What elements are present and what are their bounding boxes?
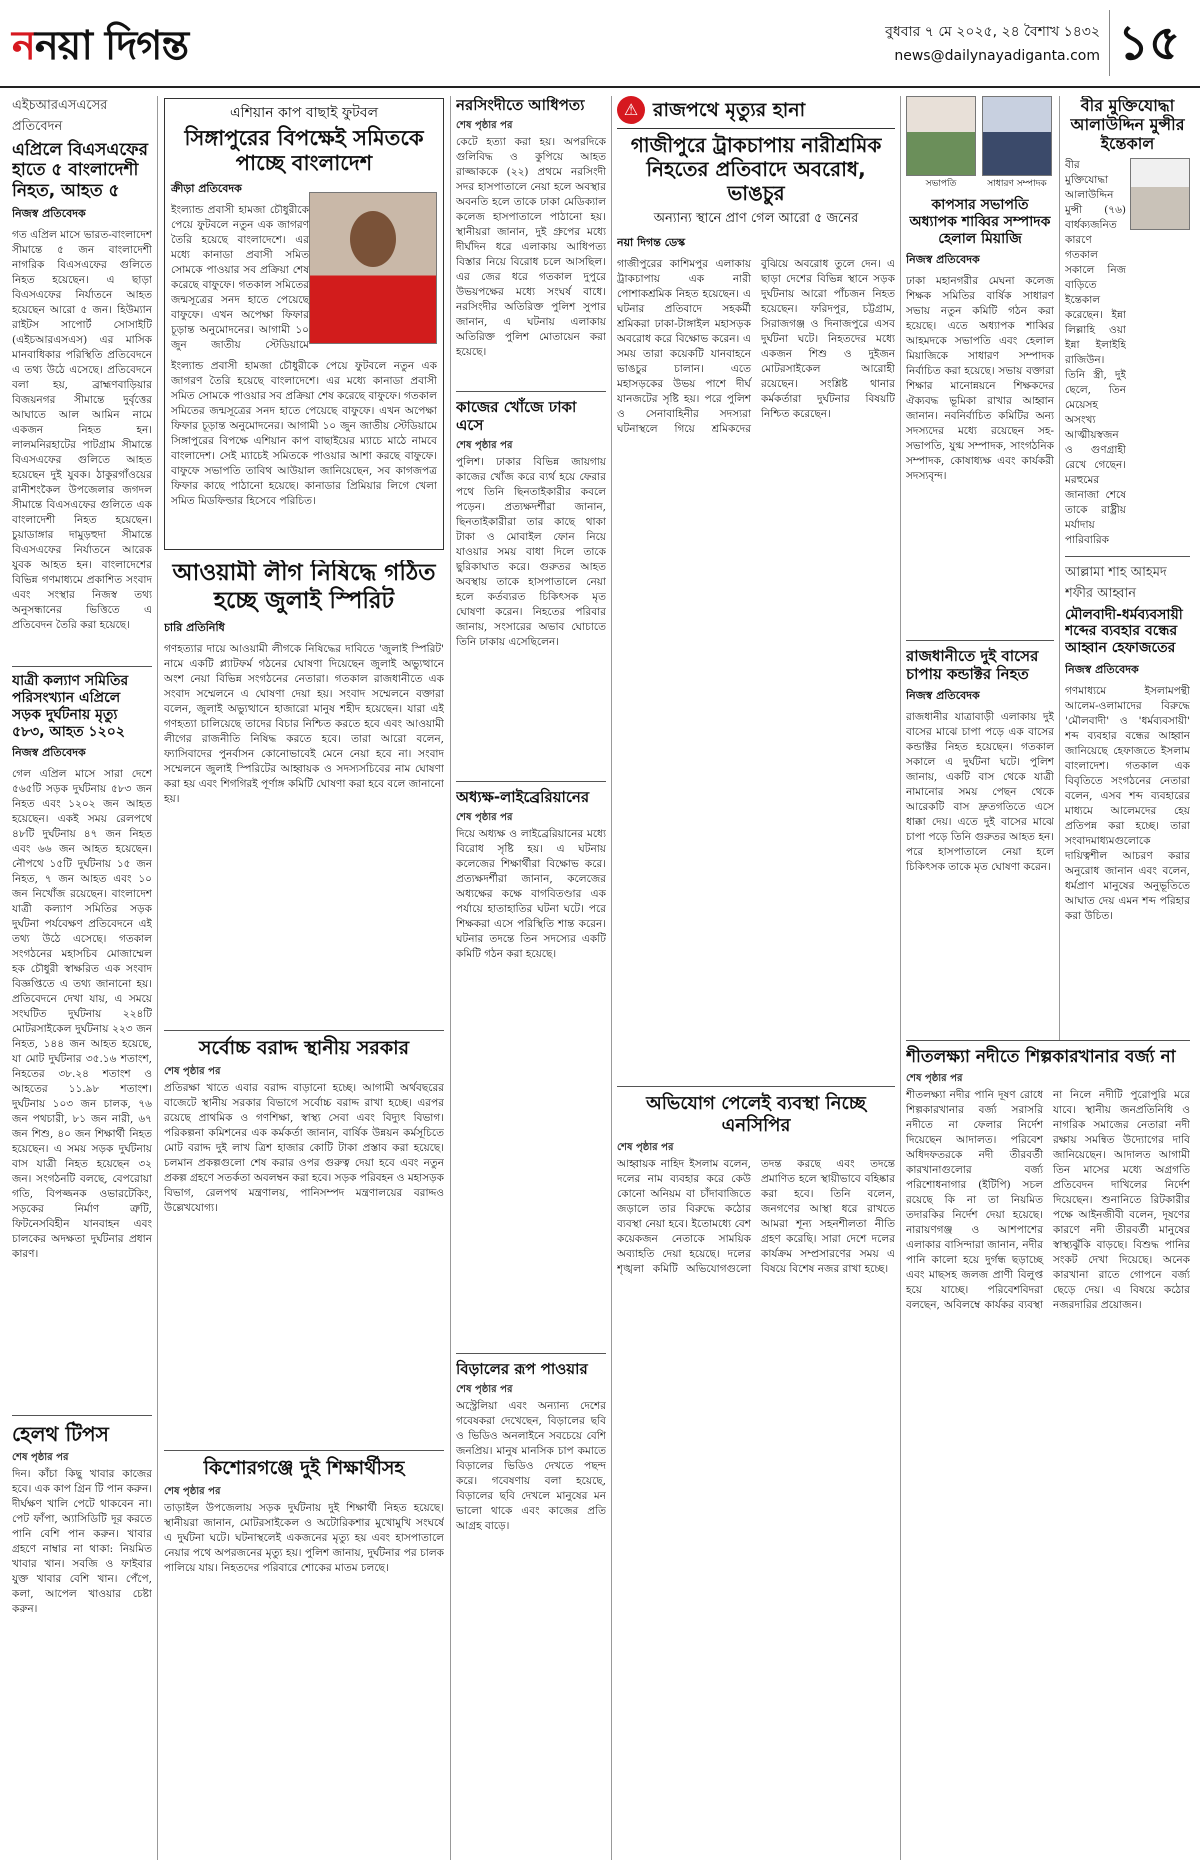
column-divider — [157, 96, 158, 1860]
story-headline: মৌলবাদী-ধর্মব্যবসায়ী শব্দের ব্যবহার বন্ধের আহ্বান হেফাজতের — [1065, 606, 1183, 657]
banner — [617, 96, 895, 129]
photo-caption: সভাপতি — [925, 179, 957, 189]
continued-label: শেষ পৃষ্ঠার পর — [164, 1065, 221, 1077]
story-body: পুলিশ। ঢাকার বিভিন্ন জায়গায় কাজের খোঁজ করে ব্যর্থ হয়ে ফেরার পথে তিনি ছিনতাইকারীর কবলে পড়েন। প্রত্যক্ষদর্শীরা জানান, ছিনতাইকারীরা তার কাছে থাকা টাকা ও মোবাইল ফোন নিয়ে যাওয়ার সময় বাধা দিলে তাকে ছুরিকাঘাত করে। গুরুতর আহত অবস্থায় তাকে হাসপাতালে নেয়া হলে কর্তব্যরত চিকিৎসক মৃত ঘোষণা করেন। নিহতের পরিবার জানায়, সংসারের অভাব ঘোচাতে তিনি ঢাকায় এসেছিলেন। — [456, 456, 606, 648]
byline: নিজস্ব প্রতিবেদক — [906, 253, 980, 267]
president-photo-block — [906, 96, 976, 191]
accident-icon: ⚠ — [617, 96, 645, 124]
issue-date: বুধবার ৭ মে ২০২৫, ২৪ বৈশাখ ১৪৩২ — [885, 24, 1100, 40]
story-headline: রাজধানীতে দুই বাসের চাপায় কন্ডাক্টর নিহত — [906, 647, 1039, 684]
story-headline: যাত্রী কল্যাণ সমিতির পরিসংখ্যান এপ্রিলে সড়ক দুর্ঘটনায় মৃত্যু ৫৮৩, আহত ১২০২ — [12, 673, 129, 740]
byline: নিজস্ব প্রতিবেদক — [906, 689, 980, 703]
page-number: ১৫ — [1109, 10, 1188, 76]
photo-caption: সাধারণ সম্পাদক — [987, 179, 1047, 189]
story-subhead: অন্যান্য স্থানে প্রাণ গেল আরো ৫ জনের — [653, 211, 859, 226]
secretary-photo-block — [982, 96, 1052, 191]
shitalakshya-story — [906, 1040, 1190, 1860]
story-headline: আওয়ামী লীগ নিষিদ্ধে গঠিত হচ্ছে জুলাই স্পিরিট — [172, 560, 436, 614]
banner-title: রাজপথে মৃত্যুর হানা — [653, 98, 806, 121]
story-body: আহ্বায়ক নাহিদ ইসলাম বলেন, দলের নাম ব্যবহার করে কেউ কোনো অনিয়ম বা চাঁদাবাজিতে জড়ালে তার বিরুদ্ধে কঠোর ব্যবস্থা নেয়া হবে। ইতোমধ্যে বেশ কয়েকজন নেতাকে সাময়িক অব্যাহতি দেয়া হয়েছে। দলের শৃঙ্খলা কমিটি অভিযোগগুলো তদন্ত করছে এবং তদন্তে প্রমাণিত হলে স্থায়ীভাবে বহিষ্কার করা হবে। তিনি বলেন, জনগণের আস্থা ধরে রাখতে আমরা শূন্য সহনশীলতা নীতি গ্রহণ করেছি। সারা দেশে দলের কার্যক্রম সম্প্রসারণের সময় এ বিষয়ে বিশেষ নজর রাখা হচ্ছে। — [617, 1158, 895, 1276]
story-body: গত এপ্রিল মাসে ভারত-বাংলাদেশ সীমান্তে ৫ জন বাংলাদেশী নাগরিক বিএসএফের গুলিতে নিহত হয়েছেন। এ ছাড়া বিএসএফের নির্যাতনে আহত হয়েছেন আরো ৫ জন। হিউম্যান রাইটস সাপোর্ট সোসাইটি (এইচআরএসএস) এর মাসিক মানবাধিকার পরিস্থিতি প্রতিবেদনে এ তথ্য উঠে এসেছে। প্রতিবেদনে বলা হয়, ব্রাহ্মণবাড়িয়ার বিজয়নগর সীমান্তে দুর্বৃত্তের আঘাতে আল আমিন নামে একজন নিহত হন। লালমনিরহাটের পাটগ্রাম সীমান্তে বিএসএফের গুলিতে আহত হয়েছেন দুই যুবক। ঠাকুরগাঁওয়ের রানীশংকৈল উপজেলার জগদল সীমান্তে বিএসএফের গুলিতে এক বাংলাদেশী নিহত হয়েছেন। চুয়াডাঙ্গার দামুড়হুদা সীমান্তে বিএসএফের নির্যাতনে আরেক যুবক আহত হন। বাংলাদেশের বিভিন্ন গণমাধ্যমে প্রকাশিত সংবাদ এবং সংস্থার নিজস্ব তথ্য অনুসন্ধানের ভিত্তিতে এ প্রতিবেদন তৈরি করা হয়েছে। — [12, 229, 152, 632]
contact-email: news@dailynayadiganta.com — [894, 48, 1100, 64]
story-body: গণহত্যার দায়ে আওয়ামী লীগকে নিষিদ্ধের দাবিতে 'জুলাই স্পিরিট' নামে একটি প্ল্যাটফর্ম গঠনের ঘোষণা দিয়েছেন জুলাই অভ্যুত্থানে অংশ নেয়া বিভিন্ন সংগঠনের নেতারা। গতকাল রাজধানীতে এক সংবাদ সম্মেলনে এ ঘোষণা দেয়া হয়। সংবাদ সম্মেলনে বক্তারা বলেন, জুলাই অভ্যুত্থানে হাজারো মানুষ শহীদ হয়েছেন। যারা এই গণহত্যা চালিয়েছে তাদের বিচার নিশ্চিত করতে হবে এবং আওয়ামী লীগের রাজনীতি নিষিদ্ধ করতে হবে। তারা আরো বলেন, ফ্যাসিবাদের পুনর্বাসন কোনোভাবেই মেনে নেয়া হবে না। সংবাদ সম্মেলনে জুলাই স্পিরিটের আহ্বায়ক ও সদস্যসচিবের নাম ঘোষণা করা হয় এবং শিগগিরই পূর্ণাঙ্গ কমিটি ঘোষণা করা হবে বলে জানানো হয়। — [164, 643, 444, 806]
story-body: গণমাধ্যমে ইসলামপন্থী আলেম-ওলামাদের বিরুদ্ধে 'মৌলবাদী' ও 'ধর্মব্যবসায়ী' শব্দ ব্যবহার বন্ধের আহ্বান জানিয়েছে হেফাজতে ইসলাম বাংলাদেশ। গতকাল এক বিবৃতিতে সংগঠনের নেতারা বলেন, এসব শব্দ ব্যবহারের মাধ্যমে আলেমদের হেয় প্রতিপন্ন করা হচ্ছে। তারা সংবাদমাধ্যমগুলোকে দায়িত্বশীল আচরণ করার অনুরোধ জানান এবং বলেন, ধর্মপ্রাণ মানুষের অনুভূতিতে আঘাত দেয় এমন শব্দ পরিহার করা উচিত। — [1065, 684, 1190, 922]
continued-label: শেষ পৃষ্ঠার পর — [906, 1073, 963, 1085]
story-headline: কাজের খোঁজে ঢাকা এসে — [456, 398, 577, 434]
president-photo — [906, 96, 976, 176]
box-body: ইংল্যান্ড প্রবাসী হামজা চৌধুরীকে পেয়ে ফুটবলে নতুন এক জাগরণ তৈরি হয়েছে বাংলাদেশে। এর মধ্যে কানাডা প্রবাসী সমিত সোমকে পাওয়ার সব প্রক্রিয়া শেষ করেছে বাফুফে। গতকাল সমিতের জন্মসূত্রের সনদ হাতে পেয়েছে বাফুফে। এখন অপেক্ষা ফিফার চূড়ান্ত অনুমোদনের। আগামী ১০ জুন জাতীয় স্টেডিয়ামে সিঙ্গাপুরের বিপক্ষে এশিয়ান কাপ বাছাইয়ের ম্যাচে মাঠে নামবে বাংলাদেশ। সেই ম্যাচেই সমিতকে পাওয়ার আশা করছে বাফুফে। বাফুফে সভাপতি তাবিথ আউয়াল জানিয়েছেন, সব কাগজপত্র ফিফার কাছে পাঠানো হয়েছে। কানাডার প্রিমিয়ার লিগে খেলা সমিত মিডফিল্ডার হিসেবে পরিচিত। — [171, 360, 437, 508]
budget-story — [164, 1030, 444, 1440]
box-body-top: ইংল্যান্ড প্রবাসী হামজা চৌধুরীকে পেয়ে ফুটবলে নতুন এক জাগরণ তৈরি হয়েছে বাংলাদেশে। এর মধ্যে কানাডা প্রবাসী সমিত সোমকে পাওয়ার সব প্রক্রিয়া শেষ করেছে বাফুফে। গতকাল সমিতের জন্মসূত্রের সনদ হাতে পেয়েছে বাফুফে। এখন অপেক্ষা ফিফার চূড়ান্ত অনুমোদনের। আগামী ১০ জুন জাতীয় স্টেডিয়ামে — [171, 204, 309, 352]
byline: নিজস্ব প্রতিবেদক — [12, 207, 86, 221]
story-body: শীতলক্ষ্যা নদীর পানি দূষণ রোধে শিল্পকারখানার বর্জ্য সরাসরি নদীতে না ফেলার নির্দেশ দিয়েছেন আদালত। পরিবেশ অধিদফতরকে নদী তীরবর্তী কারখানাগুলোর বর্জ্য পরিশোধনাগার (ইটিপি) সচল রয়েছে কি না তা নিয়মিত তদারকির নির্দেশ দেয়া হয়েছে। নারায়ণগঞ্জ ও আশপাশের এলাকার বাসিন্দারা জানান, নদীর পানি কালো হয়ে দুর্গন্ধ ছড়াচ্ছে এবং মাছসহ জলজ প্রাণী বিলুপ্ত হয়ে যাচ্ছে। পরিবেশবিদরা বলছেন, অবিলম্বে কার্যকর ব্যবস্থা না নিলে নদীটি পুরোপুরি মরে যাবে। স্থানীয় জনপ্রতিনিধি ও নাগরিক সমাজের নেতারা নদী রক্ষায় সমন্বিত উদ্যোগের দাবি জানিয়েছেন। আদালত আগামী তিন মাসের মধ্যে অগ্রগতি প্রতিবেদন দাখিলের নির্দেশ দিয়েছেন। শুনানিতে রিটকারীর পক্ষে আইনজীবী বলেন, দূষণের কারণে নদী তীরবর্তী মানুষের স্বাস্থ্যঝুঁকি বাড়ছে। বিশুদ্ধ পানির সংকট দেখা দিয়েছে। অনেক কারখানা রাতে গোপনে বর্জ্য ছেড়ে দেয়। এ বিষয়ে কঠোর নজরদারির প্রয়োজন। — [906, 1089, 1190, 1312]
continued-label: শেষ পৃষ্ঠার পর — [456, 1384, 513, 1395]
column-divider — [450, 96, 451, 1860]
story-headline: সর্বোচ্চ বরাদ্দ স্থানীয় সরকার — [198, 1037, 410, 1059]
story-body: তাড়াইল উপজেলায় সড়ক দুর্ঘটনায় দুই শিক্ষার্থী নিহত হয়েছে। স্থানীয়রা জানান, মোটরসাইকেল ও অটোরিকশার মুখোমুখি সংঘর্ষে এ দুর্ঘটনা ঘটে। ঘটনাস্থলেই একজনের মৃত্যু হয় এবং হাসপাতালে নেয়ার পথে অপরজনের মৃত্যু হয়। পুলিশ জানায়, দুর্ঘটনার পর চালক পালিয়ে যায়। নিহতদের পরিবারে শোকের মাতম চলছে। — [164, 1501, 444, 1574]
gazipur-story — [617, 96, 895, 1076]
story-headline: কিশোরগঞ্জে দুই শিক্ষার্থীসহ — [203, 1457, 405, 1479]
story-body: গেল এপ্রিল মাসে সারা দেশে ৫৬৫টি সড়ক দুর্ঘটনায় ৫৮৩ জন নিহত এবং ১২০২ জন আহত হয়েছেন। একই সময় রেলপথে ৪৮টি দুর্ঘটনায় ৪৭ জন নিহত এবং ৬৬ জন আহত হয়েছেন। নৌপথে ১৫টি দুর্ঘটনায় ১৫ জন নিহত, ৭ জন আহত এবং ১০ জন নিখোঁজ রয়েছেন। বাংলাদেশ যাত্রী কল্যাণ সমিতির সড়ক দুর্ঘটনা পর্যবেক্ষণ প্রতিবেদনে এই তথ্য উঠে এসেছে। গতকাল সংগঠনের মহাসচিব মোজাম্মেল হক চৌধুরী স্বাক্ষরিত এক সংবাদ বিজ্ঞপ্তিতে এ তথ্য জানানো হয়। প্রতিবেদনে দেখা যায়, এ সময়ে সংঘটিত দুর্ঘটনায় ২২৪টি মোটরসাইকেল দুর্ঘটনায় ২২৩ জন নিহত, ১৪৪ জন আহত হয়েছে, যা মোট দুর্ঘটনার ৩৫.১৬ শতাংশ, নিহতের ৩৮.২৪ শতাংশ ও আহতের ১১.৯৮ শতাংশ। দুর্ঘটনায় ১০৩ জন চালক, ৭৬ জন পথচারী, ৮১ জন নারী, ৬৭ জন শিশু, ৪০ জন শিক্ষার্থী নিহত হয়েছেন। এ সময় সড়ক দুর্ঘটনায় বাস যাত্রী নিহত হয়েছেন ৩২ জন। সংগঠনটি বলছে, বেপরোয়া গতি, বিপজ্জনক ওভারটেকিং, সড়কের নির্মাণ ত্রুটি, ফিটনেসবিহীন যানবাহন এবং চালকের অদক্ষতা দুর্ঘটনার প্রধান কারণ। — [12, 768, 152, 1261]
story-headline: অভিযোগ পেলেই ব্যবস্থা নিচ্ছে এনসিপির — [646, 1093, 866, 1136]
ncp-story — [617, 1086, 895, 1860]
continued-label: শেষ পৃষ্ঠার পর — [456, 440, 513, 451]
left-column — [12, 96, 152, 1860]
column-divider — [900, 96, 901, 1860]
player-face-shape — [350, 211, 396, 267]
byline: নয়া দিগন্ত ডেস্ক — [617, 236, 686, 249]
story-headline: হেলথ টিপস — [12, 1422, 109, 1447]
story-headline: কাপসার সভাপতি অধ্যাপক শাব্বির সম্পাদক হেলাল মিয়াজি — [909, 197, 1051, 247]
story-body: কেটে হত্যা করা হয়। অপরদিকে গুলিবিদ্ধ ও কুপিয়ে আহত রাজ্জাককে (২২) প্রথমে নরসিংদী সদর হাসপাতালে নেয়া হলে অবস্থার অবনতি হলে তাকে ঢাকা মেডিক্যাল কলেজ হাসপাতালে পাঠানো হয়। স্থানীয়রা জানান, দুই গ্রুপের মধ্যে দীর্ঘদিন ধরে এলাকায় আধিপত্য বিস্তার নিয়ে বিরোধ চলে আসছিল। এর জের ধরে গতকাল দুপুরে উভয়পক্ষের মধ্যে সংঘর্ষ বাধে। নরসিংদীর অতিরিক্ত পুলিশ সুপার জানান, এ ঘটনায় এলাকায় অতিরিক্ত পুলিশ মোতায়েন করা হয়েছে। — [456, 136, 606, 358]
continued-label: শেষ পৃষ্ঠার পর — [456, 120, 513, 131]
column-divider — [611, 96, 612, 1860]
story-body: প্রতিরক্ষা খাতে এবার বরাদ্দ বাড়ানো হচ্ছে। আগামী অর্থবছরের বাজেটে স্থানীয় সরকার বিভাগে সর্বোচ্চ বরাদ্দ রাখা হচ্ছে। এরপর রয়েছে প্রাথমিক ও গণশিক্ষা, স্বাস্থ্য সেবা এবং বিদ্যুৎ বিভাগ। পরিকল্পনা কমিশনের এক কর্মকর্তা জানান, বার্ষিক উন্নয়ন কর্মসূচিতে মোট বরাদ্দ দুই লাখ ত্রিশ হাজার কোটি টাকা প্রস্তাব করা হয়েছে। চলমান প্রকল্পগুলো শেষ করার ওপর গুরুত্ব দেয়া হবে এবং নতুন প্রকল্প গ্রহণে সতর্কতা অবলম্বন করা হবে। সড়ক পরিবহন ও মহাসড়ক বিভাগ, রেলপথ মন্ত্রণালয়, পানিসম্পদ মন্ত্রণালয়ের বরাদ্দও উল্লেখযোগ্য। — [164, 1081, 444, 1214]
column-three — [456, 96, 606, 1860]
story-headline: অধ্যক্ষ-লাইব্রেরিয়ানের — [456, 788, 590, 806]
player-photo — [309, 192, 437, 344]
story-body: দিয়ে অধ্যক্ষ ও লাইব্রেরিয়ানের মধ্যে বিরোধ সৃষ্টি হয়। এ ঘটনায় কলেজের শিক্ষার্থীরা বিক্ষোভ করে। প্রত্যক্ষদর্শীরা জানান, কলেজের অধ্যক্ষের কক্ষে বাগবিতণ্ডার এক পর্যায়ে হাতাহাতির ঘটনা ঘটে। পরে শিক্ষকরা এসে পরিস্থিতি শান্ত করেন। ঘটনার তদন্তে তিন সদস্যের একটি কমিটি গঠন করা হয়েছে। — [456, 828, 606, 960]
story-headline: শীতলক্ষ্যা নদীতে শিল্পকারখানার বর্জ্য না — [906, 1047, 1176, 1067]
dateline — [885, 20, 1100, 68]
story-kicker: এইচআরএসএসের প্রতিবেদন — [12, 98, 108, 134]
story-headline: এপ্রিলে বিএসএফের হাতে ৫ বাংলাদেশী নিহত, আহত ৫ — [12, 140, 148, 201]
continued-label: শেষ পৃষ্ঠার পর — [164, 1485, 221, 1497]
obituary-photo — [1130, 158, 1190, 230]
story-body: বীর মুক্তিযোদ্ধা আলাউদ্দিন মুন্সী (৭৬) বার্ধক্যজনিত কারণে গতকাল সকালে নিজ বাড়িতে ইন্তেকাল করেছেন। ইন্না লিল্লাহি ওয়া ইন্না ইলাইহি রাজিউন। তিনি স্ত্রী, দুই ছেলে, তিন মেয়েসহ অসংখ্য আত্মীয়স্বজন ও গুণগ্রাহী রেখে গেছেন। মরহুমের জানাজা শেষে তাকে রাষ্ট্রীয় মর্যাদায় পারিবারিক — [1065, 158, 1126, 546]
byline: ক্রীড়া প্রতিবেদক — [171, 182, 242, 196]
story-body: অস্ট্রেলিয়া এবং অন্যান্য দেশের গবেষকরা দেখেছেন, বিড়ালের ছবি ও ভিডিও অনলাইনে সবচেয়ে বেশি জনপ্রিয়। মানুষ মানসিক চাপ কমাতে বিড়ালের ভিডিও দেখতে পছন্দ করে। গবেষণায় বলা হয়েছে, বিড়ালের ছবি দেখলে মানুষের মন ভালো থাকে এবং কাজের প্রতি আগ্রহ বাড়ে। — [456, 1400, 606, 1532]
continued-label: শেষ পৃষ্ঠার পর — [456, 812, 513, 823]
story-body: ঢাকা মহানগরীর মেঘনা কলেজ শিক্ষক সমিতির বার্ষিক সাধারণ সভায় নতুন কমিটি গঠন করা হয়েছে। এতে অধ্যাপক শাব্বির আহমদকে সভাপতি এবং হেলাল মিয়াজিকে সাধারণ সম্পাদক নির্বাচিত করা হয়েছে। সভায় বক্তারা শিক্ষার মানোন্নয়নে শিক্ষকদের ঐক্যবদ্ধ ভূমিকা রাখার আহ্বান জানান। নবনির্বাচিত কমিটির অন্য সদস্যদের মধ্যে রয়েছেন সহ-সভাপতি, যুগ্ম সম্পাদক, সাংগঠনিক সম্পাদক, কোষাধ্যক্ষ এবং কার্যকরী সদস্যবৃন্দ। — [906, 275, 1054, 483]
sports-box — [164, 98, 444, 550]
secretary-photo — [982, 96, 1052, 176]
story-kicker: আল্লামা শাহ আহমদ শফীর আহ্বান — [1065, 564, 1167, 601]
story-headline: বিড়ালের রূপ পাওয়ার — [456, 1360, 588, 1378]
box-headline: সিঙ্গাপুরের বিপক্ষেই সমিতকে পাচ্ছে বাংলাদেশ — [184, 125, 424, 175]
box-kicker: এশিয়ান কাপ বাছাই ফুটবল — [229, 105, 379, 121]
newspaper-logo: ননয়া দিগন্ত — [12, 23, 189, 69]
awami-league-story — [164, 560, 444, 1020]
photo-pair — [906, 96, 1054, 191]
story-headline: নরসিংদীতে আধিপত্য — [456, 96, 585, 114]
kishoreganj-story — [164, 1450, 444, 1860]
continued-label: শেষ পৃষ্ঠার পর — [617, 1142, 674, 1154]
story-headline: বীর মুক্তিযোদ্ধা আলাউদ্দিন মুন্সীর ইন্তেকাল — [1070, 96, 1185, 154]
masthead — [0, 0, 1200, 88]
story-headline: গাজীপুরে ট্রাকচাপায় নারীশ্রমিক নিহতের প্রতিবাদে অবরোধ, ভাঙচুর — [630, 133, 882, 205]
story-body: দিন। কাঁচা কিছু খাবার কাজের হবে। এক কাপ গ্রিন টি পান করুন। দীর্ঘক্ষণ খালি পেটে থাকবেন না। পেট ফাঁপা, অ্যাসিডিটি দূর করতে পানি বেশি পান করুন। খাবার গ্রহণে নাম্বার না থাকা: নিয়মিত খাবার খান। সবজি ও ফাইবার যুক্ত খাবার বেশি খান। পেঁপে, কলা, আপেল খাওয়ার চেষ্টা করুন। — [12, 1468, 152, 1616]
byline: নিজস্ব প্রতিবেদক — [1065, 662, 1139, 676]
byline: চারি প্রতিনিধি — [164, 621, 225, 635]
continued-label: শেষ পৃষ্ঠার পর — [12, 1452, 69, 1464]
column-six — [1065, 96, 1190, 1056]
byline: নিজস্ব প্রতিবেদক — [12, 746, 86, 760]
story-body: রাজধানীর যাত্রাবাড়ী এলাকায় দুই বাসের মাঝে চাপা পড়ে এক বাসের কন্ডাক্টর নিহত হয়েছেন। গতকাল সকালে এ দুর্ঘটনা ঘটে। পুলিশ জানায়, একটি বাস থেকে যাত্রী নামানোর সময় পেছন থেকে আরেকটি বাস দ্রুতগতিতে এসে ধাক্কা দেয়। এতে দুই বাসের মাঝে চাপা পড়ে তিনি গুরুতর আহত হন। পরে হাসপাতালে নেয়া হলে চিকিৎসক তাকে মৃত ঘোষণা করেন। — [906, 711, 1054, 874]
story-body: গাজীপুরের কাশিমপুর এলাকায় ট্রাকচাপায় এক নারী পোশাকশ্রমিক নিহত হয়েছেন। এ ঘটনার প্রতিবাদে সহকর্মী শ্রমিকরা ঢাকা-টাঙ্গাইল মহাসড়ক অবরোধ করে বিক্ষোভ করেন। এ সময় তারা কয়েকটি যানবাহনে ভাঙচুর চালান। এতে মহাসড়কের উভয় পাশে দীর্ঘ যানজটের সৃষ্টি হয়। পরে পুলিশ ও সেনাবাহিনীর সদস্যরা ঘটনাস্থলে গিয়ে শ্রমিকদের বুঝিয়ে অবরোধ তুলে দেন। এ ছাড়া দেশের বিভিন্ন স্থানে সড়ক দুর্ঘটনায় আরো পাঁচজন নিহত হয়েছেন। ফরিদপুর, চট্টগ্রাম, সিরাজগঞ্জ ও দিনাজপুরে এসব দুর্ঘটনা ঘটে। নিহতদের মধ্যে একজন শিশু ও দুইজন মোটরসাইকেল আরোহী রয়েছেন। সংশ্লিষ্ট থানার কর্মকর্তারা দুর্ঘটনার বিষয়টি নিশ্চিত করেছেন। — [617, 258, 895, 435]
